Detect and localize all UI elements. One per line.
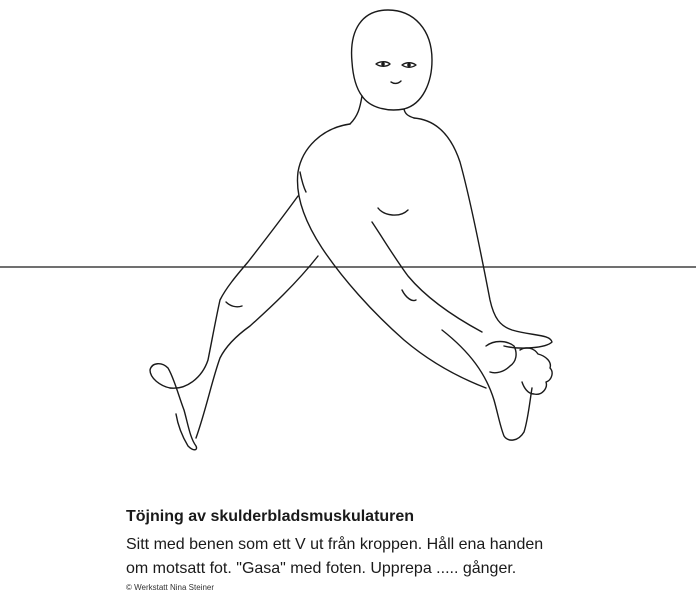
caption-body-line-2: om motsatt fot. "Gasa" med foten. Upprepa ..... gånger. [126, 560, 517, 577]
figure-mouth [391, 81, 401, 83]
figure-head [352, 10, 432, 110]
copyright-notice: © Werkstatt Nina Steiner [126, 583, 214, 592]
figure-knee-fold [402, 290, 416, 301]
figure-left-leg-top [170, 196, 298, 388]
figure-left-leg-bottom [196, 256, 318, 438]
figure-left-foot [150, 364, 197, 450]
caption [126, 507, 666, 581]
figure-back [297, 124, 486, 388]
caption-title: Töjning av skulderbladsmuskulaturen [126, 508, 415, 525]
figure-neck-right [404, 109, 414, 118]
figure-hand-fingers [486, 342, 516, 373]
figure-right-foot-toes [520, 348, 552, 394]
figure-right-shoulder-arm [414, 118, 552, 348]
figure-right-leg [442, 330, 532, 440]
figure-neck [350, 96, 362, 124]
caption-body-line-1: Sitt med benen som ett V ut från kroppen. Håll ena handen [126, 536, 544, 553]
figure-chest-arm [372, 222, 482, 332]
figure-chest [378, 208, 408, 215]
figure-torso-shading [300, 172, 306, 192]
figure-left-knee [226, 302, 242, 307]
